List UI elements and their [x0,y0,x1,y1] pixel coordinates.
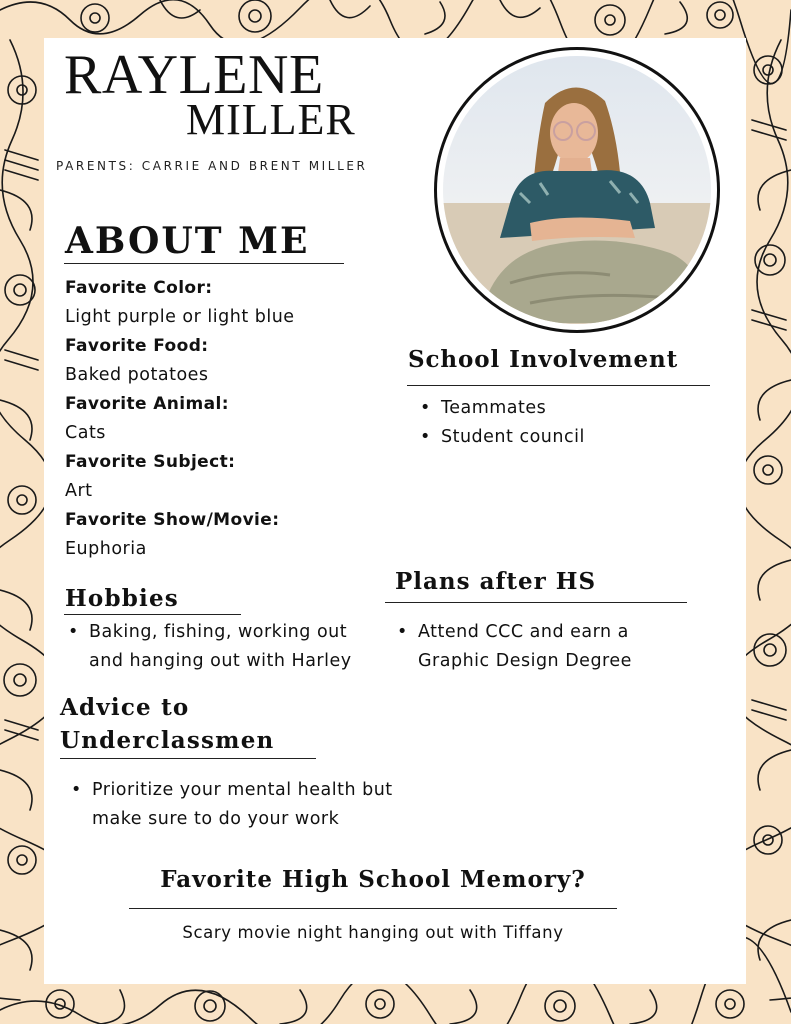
favorite-show-value: Euphoria [65,539,147,559]
school-list [417,394,717,452]
advice-heading: Advice to Underclassmen [60,694,275,754]
advice-list [68,776,418,834]
plans-divider [385,602,687,603]
memory-divider [129,908,617,909]
list-item: • Baking, fishing, working out and hanging out with Harley [65,618,375,676]
about-heading: ABOUT ME [65,220,310,262]
list-item: • Prioritize your mental health but make sure to do your work [68,776,418,834]
hobbies-divider [64,614,241,615]
advice-divider [60,758,316,759]
school-heading: School Involvement [408,346,679,373]
plans-heading: Plans after HS [395,568,597,595]
favorite-food-value: Baked potatoes [65,365,209,385]
school-divider [407,385,710,386]
favorite-subject-label: Favorite Subject: [65,452,236,472]
hobbies-list [65,618,375,676]
list-item: • Attend CCC and earn a Graphic Design Degree [394,618,654,676]
last-name: MILLER [186,95,356,144]
plans-list [394,618,654,676]
favorite-color-label: Favorite Color: [65,278,213,298]
list-item: • Teammates [417,394,717,423]
about-divider [64,263,344,264]
portrait-photo [434,47,720,333]
profile-card [44,38,746,984]
parents-line: PARENTS: CARRIE AND BRENT MILLER [56,159,368,173]
about-list [65,274,395,564]
favorite-animal-value: Cats [65,423,106,443]
favorite-show-label: Favorite Show/Movie: [65,510,280,530]
favorite-subject-value: Art [65,481,93,501]
hobbies-heading: Hobbies [65,585,179,612]
list-item: • Student council [417,423,717,452]
first-name: RAYLENE [64,44,324,106]
favorite-food-label: Favorite Food: [65,336,209,356]
memory-text: Scary movie night hanging out with Tiffany [182,923,564,942]
memory-heading: Favorite High School Memory? [160,866,586,893]
favorite-color-value: Light purple or light blue [65,307,295,327]
favorite-animal-label: Favorite Animal: [65,394,229,414]
